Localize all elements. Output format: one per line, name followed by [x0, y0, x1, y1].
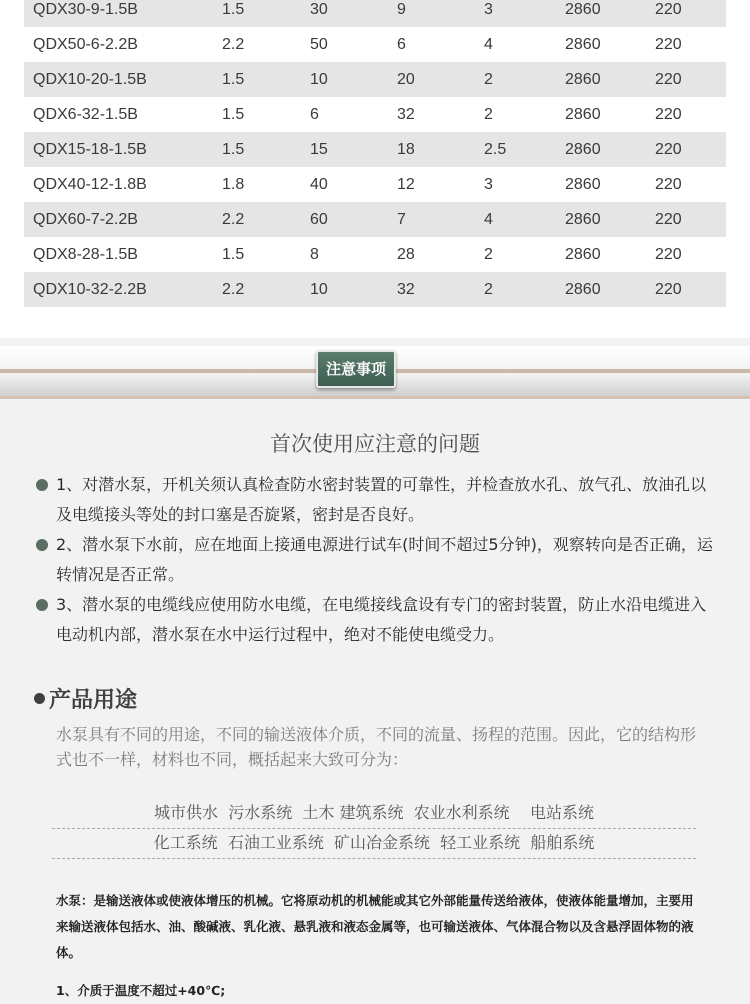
table-row	[24, 97, 726, 132]
bullet-icon	[36, 479, 48, 491]
table-cell: 220	[655, 0, 726, 27]
table-cell: 1.5	[222, 105, 245, 123]
note-item	[30, 470, 720, 530]
table-row	[24, 0, 726, 27]
table-cell: 40	[310, 175, 328, 193]
systems-row: 化工系统 石油工业系统 矿山冶金系统 轻工业系统 船舶系统	[52, 829, 696, 859]
table-cell: 30	[310, 0, 397, 27]
notice-badge: 注意事项	[316, 350, 396, 388]
table-cell: 32	[397, 105, 415, 123]
table-cell: 220	[655, 245, 682, 263]
table-cell: 4	[484, 202, 565, 237]
table-cell: QDX40-12-1.8B	[33, 175, 147, 193]
table-cell: 60	[310, 202, 397, 237]
table-cell: 2860	[565, 175, 601, 193]
notice-banner	[0, 346, 750, 399]
table-cell: 32	[397, 272, 484, 307]
table-cell: 1.8	[222, 175, 245, 193]
table-cell: 10	[310, 62, 397, 97]
note-text: 3、潜水泵的电缆线应使用防水电缆，在电缆接线盒设有专门的密封装置，防止水沿电缆进入电动机内部，潜水泵在水中运行过程中，绝对不能使电缆受力。	[56, 595, 707, 644]
table-cell: 2.2	[222, 35, 245, 53]
note-text: 1、对潜水泵，开机关须认真检查防水密封装置的可靠性，并检查放水孔、放气孔、放油孔以及电缆接头等处的封口塞是否旋紧，密封是否良好。	[56, 475, 707, 524]
spec-table	[24, 0, 726, 307]
table-cell: 2	[484, 62, 565, 97]
table-cell: 8	[310, 245, 319, 263]
table-cell: 220	[655, 62, 726, 97]
bullet-icon	[34, 693, 45, 704]
table-cell: QDX10-20-1.5B	[24, 62, 222, 97]
bullet-icon	[36, 599, 48, 611]
table-cell: QDX6-32-1.5B	[33, 105, 138, 123]
table-cell: 2.2	[222, 202, 310, 237]
table-cell: 15	[310, 132, 397, 167]
table-cell: 2860	[565, 245, 601, 263]
table-row	[24, 62, 726, 97]
table-cell: 1.5	[222, 245, 245, 263]
table-cell: 2	[484, 245, 493, 263]
table-cell: 28	[397, 245, 415, 263]
table-cell: 2860	[565, 272, 655, 307]
table-cell: 6	[310, 105, 319, 123]
table-cell: 220	[655, 35, 682, 53]
table-cell: QDX8-28-1.5B	[33, 245, 138, 263]
table-cell: 2.5	[484, 132, 565, 167]
table-row	[24, 27, 726, 62]
note-item	[30, 590, 720, 650]
table-cell: 1.5	[222, 132, 310, 167]
table-cell: 12	[397, 175, 415, 193]
bullet-icon	[36, 539, 48, 551]
table-cell: 3	[484, 0, 565, 27]
table-cell: 50	[310, 35, 328, 53]
table-cell: 1.5	[222, 0, 310, 27]
table-row	[24, 272, 726, 307]
table-cell: 220	[655, 202, 726, 237]
table-cell: 6	[397, 35, 406, 53]
table-cell: QDX15-18-1.5B	[24, 132, 222, 167]
table-row	[24, 237, 726, 272]
spec-table-card	[0, 0, 750, 338]
table-cell: 2	[484, 272, 565, 307]
table-cell: 220	[655, 272, 726, 307]
table-cell: QDX30-9-1.5B	[24, 0, 222, 27]
table-cell: 220	[655, 175, 682, 193]
table-cell: 2860	[565, 105, 601, 123]
first-use-notes	[30, 470, 720, 650]
table-cell: 2860	[565, 0, 655, 27]
table-cell: QDX50-6-2.2B	[33, 35, 138, 53]
table-cell: 4	[484, 35, 493, 53]
table-cell: 2860	[565, 62, 655, 97]
table-cell: 20	[397, 62, 484, 97]
table-cell: 220	[655, 132, 726, 167]
usage-title-text: 产品用途	[49, 688, 138, 713]
table-row	[24, 202, 726, 237]
table-cell: 18	[397, 132, 484, 167]
table-row	[24, 167, 726, 202]
note-text: 2、潜水泵下水前，应在地面上接通电源进行试车(时间不超过5分钟)，观察转向是否正确，运转情况是否正常。	[56, 535, 713, 584]
table-cell: 10	[310, 272, 397, 307]
table-cell: 2.2	[222, 272, 310, 307]
table-cell: 2	[484, 105, 493, 123]
table-row	[24, 132, 726, 167]
first-use-title: 首次使用应注意的问题	[270, 432, 480, 456]
table-cell: 7	[397, 202, 484, 237]
table-cell: 9	[397, 0, 484, 27]
usage-title	[34, 683, 137, 714]
table-cell: 1.5	[222, 62, 310, 97]
usage-description: 水泵具有不同的用途，不同的输送液体介质，不同的流量、扬程的范围。因此，它的结构形式也不一样，材料也不同，概括起来大致可分为：	[56, 725, 697, 769]
systems-list	[52, 799, 696, 859]
table-cell: QDX10-32-2.2B	[24, 272, 222, 307]
note-item	[30, 530, 720, 590]
table-cell: 3	[484, 175, 493, 193]
systems-row: 城市供水 污水系统 土木 建筑系统 农业水利系统 电站系统	[52, 799, 696, 829]
condition-item: 1、介质于温度不超过+40℃;	[56, 983, 226, 998]
table-cell: 2860	[565, 35, 601, 53]
table-cell: QDX60-7-2.2B	[24, 202, 222, 237]
table-cell: 220	[655, 105, 682, 123]
pump-definition: 水泵：是输送液体或使液体增压的机械。它将原动机的机械能或其它外部能量传送给液体，使液体能量增加，主要用来输送液体包括水、油、酸碱液、乳化液、悬乳液和液态金属等，也可输送液体、气体混合物以及含悬浮固体物的液体。	[56, 893, 694, 960]
table-cell: 2860	[565, 202, 655, 237]
table-cell: 2860	[565, 132, 655, 167]
